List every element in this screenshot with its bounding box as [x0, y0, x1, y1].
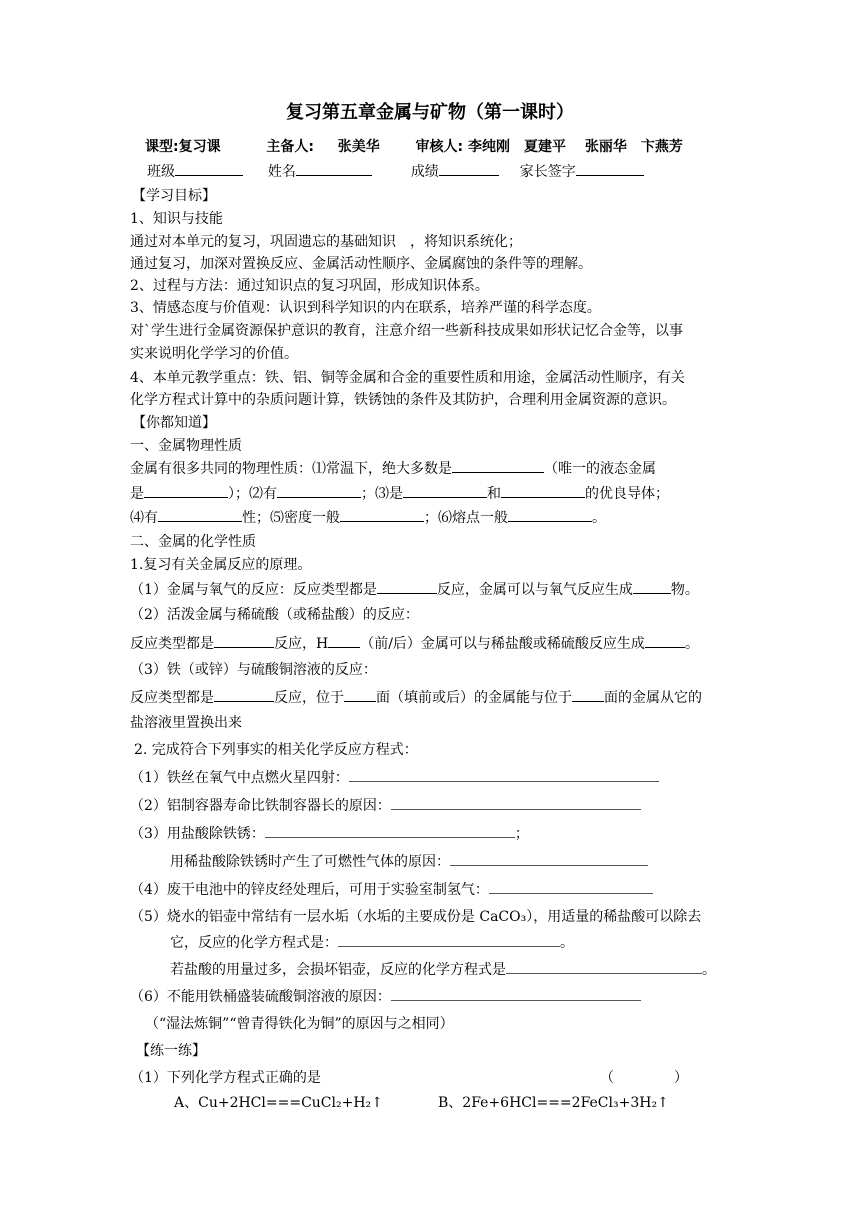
- goal2: 2、过程与方法：通过知识点的复习巩固，形成知识体系。: [130, 278, 489, 294]
- chemical-q2: [130, 632, 699, 656]
- goal4-line1: 4、本单元教学重点：铁、铝、铜等金属和合金的重要性质和用途，金属活动性顺序，有关: [130, 370, 685, 386]
- goal4-line2: 化学方程式计算中的杂质问题计算，铁锈蚀的条件及其防护，合理利用金属资源的意识。: [130, 392, 676, 408]
- blank-liquid-metal[interactable]: [144, 482, 228, 498]
- equation-6: [130, 985, 641, 1009]
- text-segment: 它，反应的化学方程式是：: [170, 935, 338, 951]
- equation-3: [130, 822, 529, 846]
- blank-equation-3[interactable]: [265, 822, 515, 838]
- text-segment: 反应类型都是: [130, 636, 214, 652]
- practice-header: 【练一练】: [136, 1043, 206, 1059]
- text-segment: ；: [514, 826, 529, 842]
- physical-q1-text: 金属有很多共同的物理性质：⑴常温下，绝大多数是: [130, 461, 452, 477]
- blank-luster[interactable]: [277, 482, 361, 498]
- text-segment: 反应，金属可以与氧气反应生成: [436, 582, 633, 598]
- blank-liquid-state[interactable]: [452, 457, 544, 473]
- equations-title: 2. 完成符合下列事实的相关化学反应方程式：: [134, 742, 418, 758]
- preparer-label: 主备人:: [266, 139, 314, 155]
- know-header: 【你都知道】: [132, 415, 216, 431]
- text-segment: （1）铁丝在氧气中点燃火星四射：: [130, 770, 349, 786]
- chemical-q3-title: （3）铁（或锌）与硫酸铜溶液的反应：: [130, 662, 377, 678]
- option-a[interactable]: A、Cu+2HCl===CuCl₂+H₂↑: [174, 1095, 383, 1111]
- equation-4: [130, 878, 653, 902]
- text-segment: 的优良导体；: [585, 486, 669, 502]
- text-segment: （2）铝制容器寿命比铁制容器长的原因：: [130, 798, 391, 814]
- text-segment: 。: [592, 510, 606, 526]
- class-field[interactable]: [175, 160, 243, 176]
- text-segment: （1）下列化学方程式正确的是: [130, 1070, 321, 1086]
- goal3: 3、情感态度与价值观：认识到科学知识的内在联系，培养严谨的科学态度。: [130, 300, 601, 316]
- blank-ductility[interactable]: [158, 506, 242, 522]
- blank-equation-3b[interactable]: [450, 850, 648, 866]
- option-b[interactable]: B、2Fe+6HCl===2FeCl₃+3H₂↑: [438, 1095, 669, 1111]
- goal1-title: 1、知识与技能: [130, 211, 223, 227]
- text-segment: （3）用盐酸除铁锈：: [130, 826, 265, 842]
- blank-equation-2[interactable]: [391, 794, 641, 810]
- text-segment: （4）废干电池中的锌皮经处理后，可用于实验室制氢气：: [130, 882, 489, 898]
- text-segment: 用稀盐酸除铁锈时产生了可燃性气体的原因：: [170, 854, 450, 870]
- reviewer-label: 审核人:: [415, 139, 464, 155]
- text-segment: 反应，位于: [274, 690, 344, 706]
- chemical-q3: [130, 686, 702, 710]
- blank-equation-1[interactable]: [349, 766, 659, 782]
- goal1-line1: 通过对本单元的复习，巩固遗忘的基础知识 ，将知识系统化；: [130, 234, 522, 250]
- equation-3b: [170, 850, 648, 874]
- blank-position-1[interactable]: [344, 686, 376, 702]
- physical-line1: [130, 457, 656, 481]
- equation-1: [130, 766, 659, 790]
- blank-equation-5b[interactable]: [506, 958, 702, 974]
- blank-equation-4[interactable]: [489, 878, 653, 894]
- chemical-review-1: 1.复习有关金属反应的原理。: [130, 557, 312, 573]
- text-segment: （前/后）金属可以与稀盐酸或稀硫酸反应生成: [360, 636, 645, 652]
- page-title: 复习第五章金属与矿物（第一课时）: [286, 102, 574, 123]
- text-segment: 。: [560, 935, 574, 951]
- practice-q1: [130, 1066, 321, 1090]
- text-segment: 物。: [670, 582, 699, 598]
- name-field[interactable]: [296, 160, 372, 176]
- text-segment: 和: [487, 486, 501, 502]
- text-segment: 性；⑸密度一般: [242, 510, 340, 526]
- paren-close: ）: [674, 1070, 688, 1086]
- preparer-name: 张美华: [337, 139, 380, 155]
- equation-5-line2: [170, 931, 574, 955]
- blank-before-after[interactable]: [328, 632, 360, 648]
- text-segment: ⑷有: [130, 510, 158, 526]
- text-segment: 反应，H: [274, 636, 329, 652]
- chemical-title: 二、金属的化学性质: [130, 534, 256, 550]
- blank-reaction-type-3[interactable]: [214, 686, 274, 702]
- text-segment: 若盐酸的用量过多，会损坏铝壶，反应的化学方程式是: [170, 962, 506, 978]
- blank-reaction-type-1[interactable]: [377, 578, 437, 594]
- physical-line3: [130, 506, 606, 530]
- goal1-line2: 通过复习，加深对置换反应、金属活动性顺序、金属腐蚀的条件等的理解。: [130, 256, 592, 272]
- text-segment: 。: [684, 636, 699, 652]
- chemical-q2-title: （2）活泼金属与稀硫酸（或稀盐酸）的反应：: [130, 607, 419, 623]
- text-segment: 面的金属从它的: [604, 690, 702, 706]
- score-label: 成绩: [410, 164, 439, 180]
- blank-equation-5a[interactable]: [338, 931, 560, 947]
- blank-conductor-2[interactable]: [501, 482, 585, 498]
- chemical-q3-line2: 盐溶液里置换出来: [130, 715, 242, 731]
- text-segment: 是: [130, 486, 144, 502]
- text-segment: （6）不能用铁桶盛装硫酸铜溶液的原因：: [130, 989, 391, 1005]
- physical-title: 一、金属物理性质: [130, 438, 242, 454]
- blank-melting-point[interactable]: [508, 506, 592, 522]
- equation-5-line3: [170, 958, 716, 982]
- text-segment: 面（填前或后）的金属能与位于: [376, 690, 572, 706]
- blank-position-2[interactable]: [572, 686, 604, 702]
- goals-header: 【学习目标】: [132, 188, 216, 204]
- student-info-row: [147, 160, 644, 184]
- chemical-q1: [130, 578, 699, 602]
- blank-density[interactable]: [340, 506, 424, 522]
- text-segment: （1）金属与氧气的反应：反应类型都是: [130, 582, 377, 598]
- blank-product-2[interactable]: [645, 632, 685, 648]
- physical-line2: [130, 482, 669, 506]
- equation-2: [130, 794, 641, 818]
- text-segment: ）；⑵有: [228, 486, 277, 502]
- parent-sign-field[interactable]: [576, 160, 644, 176]
- paren-open: （: [600, 1070, 614, 1086]
- blank-equation-6[interactable]: [391, 985, 641, 1001]
- goal3-line2: 对`学生进行金属资源保护意识的教育，注意介绍一些新科技成果如形状记忆合金等，以事: [130, 323, 683, 339]
- text-segment: ；⑶是: [361, 486, 403, 502]
- class-label: 班级: [147, 164, 175, 180]
- blank-conductor-1[interactable]: [403, 482, 487, 498]
- text-segment: 。: [702, 962, 716, 978]
- name-label: 姓名: [267, 164, 296, 180]
- equation-5-line1: （5）烧水的铝壶中常结有一层水垢（水垢的主要成份是 CaCO₃），用适量的稀盐酸可以除去: [130, 909, 702, 925]
- score-field[interactable]: [439, 160, 499, 176]
- parent-sign-label: 家长签字: [519, 164, 576, 180]
- lesson-type: 课型:复习课: [145, 139, 221, 155]
- blank-reaction-type-2[interactable]: [214, 632, 274, 648]
- meta-row: [145, 135, 683, 159]
- equation-6-note: （“湿法炼铜”“曾青得铁化为铜”的原因与之相同）: [145, 1016, 454, 1032]
- answer-parens[interactable]: [600, 1066, 688, 1090]
- goal3-line3: 实来说明化学学习的价值。: [130, 346, 298, 362]
- physical-q1-note: （唯一的液态金属: [544, 461, 656, 477]
- blank-product-1[interactable]: [633, 578, 671, 594]
- text-segment: ；⑹熔点一般: [424, 510, 508, 526]
- text-segment: 反应类型都是: [130, 690, 214, 706]
- reviewer-names: 李纯刚 夏建平 张丽华 卞燕芳: [467, 139, 683, 155]
